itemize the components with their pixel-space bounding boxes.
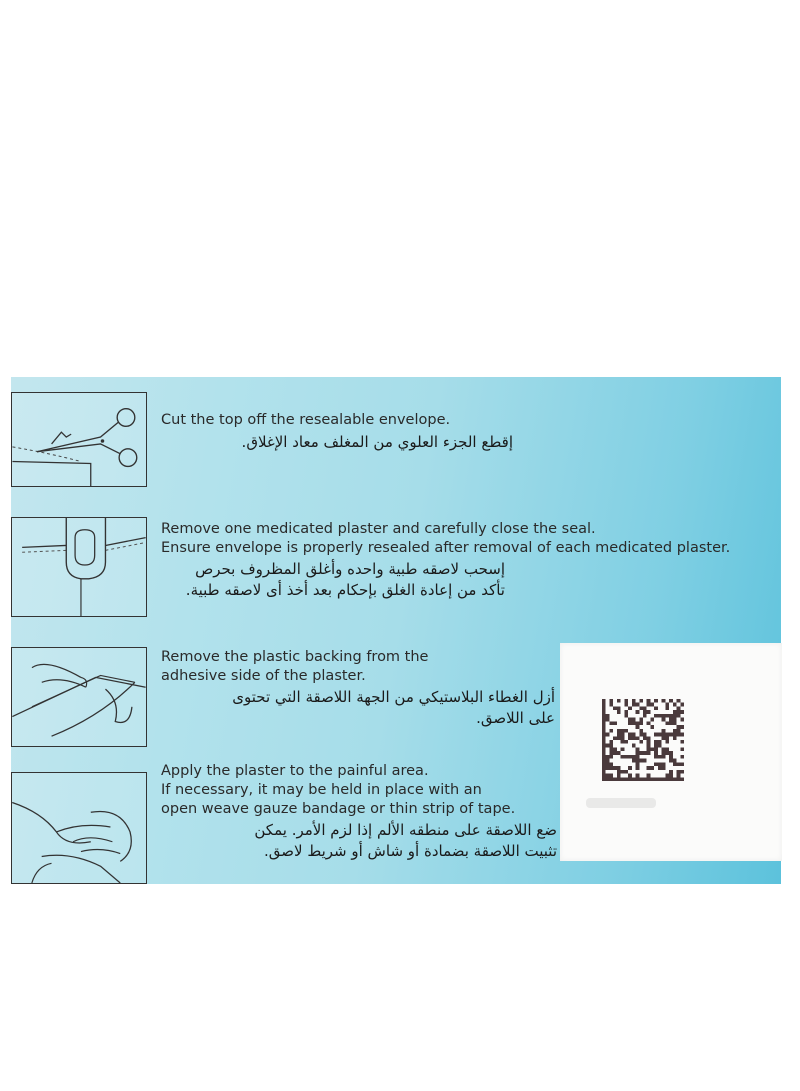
step-4-en-line-2: If necessary, it may be held in place with an (161, 782, 482, 798)
faded-print (586, 798, 656, 808)
peel-backing-icon (11, 647, 147, 747)
step-1-en-line-1: Cut the top off the resealable envelope. (161, 412, 451, 428)
step-2 (11, 497, 781, 617)
step-3-english (161, 648, 428, 686)
step-4-ar-line-1: ضع اللاصقة على منطقه الألم إذا لزم الأمر. يمكن (254, 821, 557, 839)
step-3-en-line-2: adhesive side of the plaster. (161, 668, 366, 684)
step-2-arabic (186, 559, 505, 601)
hand-envelope-icon (11, 517, 147, 617)
step-2-en-line-2: Ensure envelope is properly resealed after removal of each medicated plaster. (161, 540, 731, 556)
step-1-english (161, 411, 450, 430)
step-1 (11, 377, 781, 487)
step-2-english (161, 520, 730, 558)
step-4-en-line-1: Apply the plaster to the painful area. (161, 763, 429, 779)
step-4-ar-line-2: تثبيت اللاصقة بضمادة أو شاش أو شريط لاصق. (264, 842, 557, 860)
step-4-en-line-3: open weave gauze bandage or thin strip of tape. (161, 801, 516, 817)
apply-hands-icon (11, 772, 147, 884)
step-1-arabic (242, 432, 513, 453)
step-1-ar-line-1: إقطع الجزء العلوي من المغلف معاد الإغلاق. (241, 433, 513, 451)
label-sticker (560, 643, 782, 861)
scissors-envelope-icon (11, 392, 147, 487)
step-4-english (161, 762, 515, 819)
datamatrix-code-icon (602, 699, 684, 781)
step-2-ar-line-1: إسحب لاصقه طبية واحده وأغلق المظروف بحرص (195, 560, 505, 578)
step-3-arabic (232, 687, 555, 729)
step-2-en-line-1: Remove one medicated plaster and carefully close the seal. (161, 521, 596, 537)
step-3-ar-line-1: أزل الغطاء البلاستيكي من الجهة اللاصقة التي تحتوى (232, 688, 555, 706)
step-3-en-line-1: Remove the plastic backing from the (161, 649, 429, 665)
step-2-ar-line-2: تأكد من إعادة الغلق بإحكام بعد أخذ أى لاصقه طبية. (185, 581, 505, 599)
step-4-arabic (254, 820, 557, 862)
step-3-ar-line-2: على اللاصق. (476, 709, 555, 727)
